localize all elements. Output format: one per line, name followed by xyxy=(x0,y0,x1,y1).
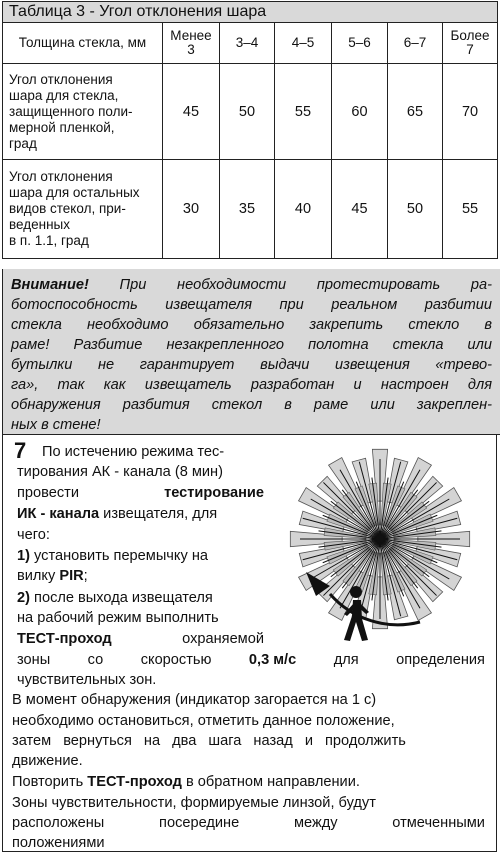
table-row xyxy=(3,64,498,160)
table-cell: 50 xyxy=(388,160,443,259)
table-cell: 65 xyxy=(388,64,443,160)
table-cell: 50 xyxy=(220,64,275,160)
table-cell: 60 xyxy=(332,64,388,160)
text-line: чувствительных зон. xyxy=(17,672,157,688)
step-1: 1) установить перемычку на xyxy=(17,548,208,564)
table-cell: 30 xyxy=(163,160,220,259)
step-2: 2) после выхода извещателя xyxy=(17,590,213,606)
text-line: ТЕСТ-проход охраняемой xyxy=(17,631,264,647)
text-line: движение. xyxy=(12,753,83,769)
detector-center xyxy=(376,535,384,543)
attention-line: ных в стене! xyxy=(11,417,101,433)
header-col: Менее 3 xyxy=(163,23,220,64)
text-line: расположены посередине между отмеченными xyxy=(12,815,485,831)
detection-zone-diagram xyxy=(270,444,490,649)
table-header-row xyxy=(3,23,498,64)
row-label: Угол отклонения шара для стекла, защищенного поли- мерной пленкой, град xyxy=(3,64,163,160)
attention-line: обнаружения разбития стекол в раме или закреплен- xyxy=(11,397,492,413)
section-number: 7 xyxy=(14,438,27,463)
text-line: чего: xyxy=(17,527,50,543)
text-line: затем вернуться на два шага назад и продолжить xyxy=(12,733,406,749)
table-row xyxy=(3,160,498,259)
header-col: 3–4 xyxy=(220,23,275,64)
attention-line: ботоспособность извещателя при реальном разбитии xyxy=(11,297,492,313)
attention-line: Внимание! При необходимости протестировать ра- xyxy=(11,277,492,293)
deflection-table xyxy=(2,1,498,259)
table-cell: 35 xyxy=(220,160,275,259)
attention-lead: Внимание! xyxy=(11,277,89,293)
text-line: на рабочий режим выполнить xyxy=(17,610,219,626)
attention-note xyxy=(2,269,500,435)
table-cell: 45 xyxy=(332,160,388,259)
header-col: Более 7 xyxy=(443,23,498,64)
text-line: В момент обнаружения (индикатор загорается на 1 с) xyxy=(12,692,377,708)
header-thickness-label: Толщина стекла, мм xyxy=(3,23,163,64)
attention-line: раме! Разбитие незакрепленного полотна стекла или xyxy=(11,337,492,353)
detection-zone-fan-icon xyxy=(290,449,469,628)
table-cell: 55 xyxy=(443,160,498,259)
row-label: Угол отклонения шара для остальных видов стекол, при- веденных в п. 1.1, град xyxy=(3,160,163,259)
table-cell: 45 xyxy=(163,64,220,160)
text-line: зоны со скоростью 0,3 м/с для определения xyxy=(17,652,485,668)
text-line: По истечению режима тес- xyxy=(42,444,225,460)
table-cell: 55 xyxy=(275,64,332,160)
text-line: положениями xyxy=(12,835,105,851)
table-cell: 40 xyxy=(275,160,332,259)
text-line: провести тестирование xyxy=(17,485,264,501)
text-line: вилку PIR; xyxy=(17,568,88,584)
attention-line: бутылки не гарантирует выдачи извещения «трево- xyxy=(11,357,492,373)
table-cell: 70 xyxy=(443,64,498,160)
text-line: Повторить ТЕСТ-проход в обратном направлении. xyxy=(12,774,360,790)
table-caption: Таблица 3 - Угол отклонения шара xyxy=(3,2,498,23)
header-col: 4–5 xyxy=(275,23,332,64)
attention-line: стекла необходимо обязательно закрепить стекло в xyxy=(11,317,492,333)
attention-line: га», так как извещатель разработан и настроен для xyxy=(11,377,492,393)
text-line: Зоны чувствительности, формируемые линзой, будут xyxy=(12,795,376,811)
text-line: необходимо остановиться, отметить данное положение, xyxy=(12,713,395,729)
header-col: 6–7 xyxy=(388,23,443,64)
header-col: 5–6 xyxy=(332,23,388,64)
text-line: тирования АК - канала (8 мин) xyxy=(17,464,223,480)
text-line: ИК - канала извещателя, для xyxy=(17,506,218,522)
